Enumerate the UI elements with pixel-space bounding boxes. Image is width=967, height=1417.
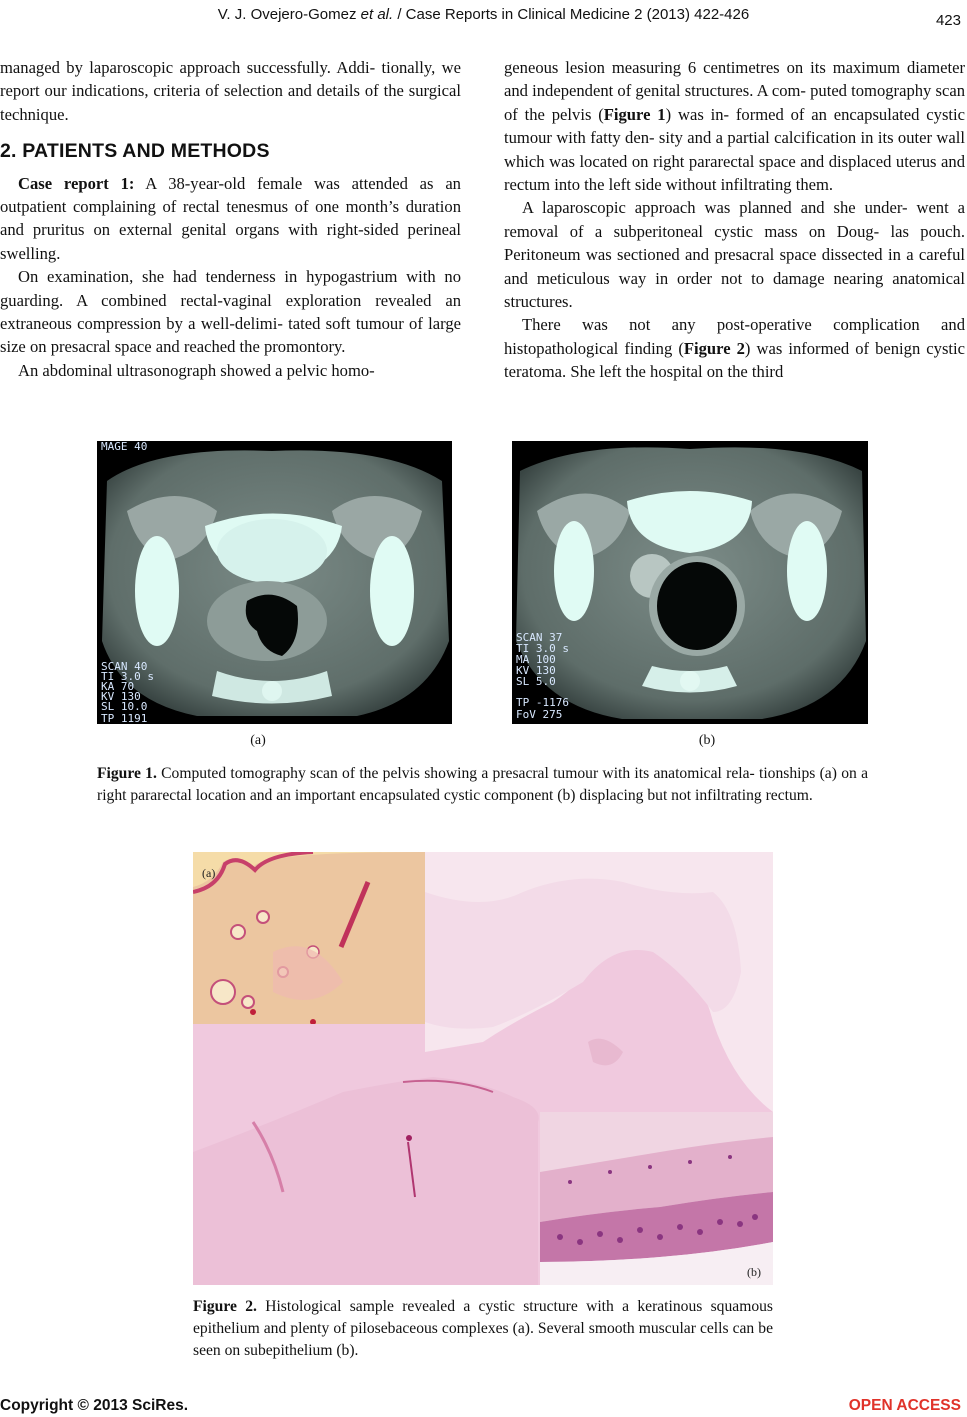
case-report-label: Case report 1: [18, 173, 135, 193]
ct-a-label-3: KA 70 [101, 680, 135, 693]
histology-image [193, 852, 773, 1285]
ct-scan-image-a [97, 441, 452, 724]
ct-a-label-1: SCAN 40 [101, 660, 148, 673]
ct-scan-image-b [512, 441, 868, 724]
ct-a-label-0: MAGE 40 [101, 441, 148, 453]
section-heading: 2. PATIENTS AND METHODS [0, 140, 270, 163]
histo-paragraph-text-a: There was not any post-operative complication and histopathological finding ( [504, 315, 965, 358]
figure1-sublabel-a: (a) [250, 733, 266, 748]
ct-a-label-5: SL 10.0 [101, 700, 148, 713]
figure1-caption-label: Figure 1. [97, 765, 157, 782]
ct-a-label-6: TP 1191 [101, 712, 148, 724]
figure1-sublabel-b: (b) [698, 733, 716, 748]
ct-b-label-6: FoV 275 [516, 708, 563, 721]
ct-paragraph-text-b: ) was in- formed of an encapsulated cystic tumour with fatty den- sity and a partial calcification in its outer wall which was located on right pararectal space and displaced uterus and rectum into the left side without infiltrating them. [504, 104, 965, 195]
left-column [0, 56, 461, 382]
ultrasound-paragraph: An abdominal ultrasonograph showed a pelvic homo- [18, 360, 375, 380]
ct-b-label-5: TP -1176 [516, 696, 569, 709]
histopathology-paragraph [504, 313, 965, 383]
ct-b-label-2: MA 100 [516, 653, 556, 666]
figure2-caption [193, 1296, 773, 1362]
histology-inset-a-label: (a) [202, 866, 216, 880]
page-footer [0, 1397, 967, 1417]
figure2-reference[interactable]: Figure 2 [683, 338, 745, 358]
ct-paragraph-text-a: geneous lesion measuring 6 centimetres on its maximum diameter and independent of genital structures. A com- puted tomography scan of the pelvis ( [504, 58, 965, 124]
header-etal: et al. [360, 6, 394, 23]
ct-a-label-2: TI 3.0 s [101, 670, 154, 683]
examination-paragraph: On examination, she had tenderness in hypogastrium with no guarding. A combined rectal-vaginal exploration revealed an extraneous compression by a well-delimi- tated soft tumour of large size on presacral space and reached the promontory. [0, 267, 461, 357]
header-journal: / Case Reports in Clinical Medicine 2 (2013) 422-426 [393, 6, 750, 23]
copyright: Copyright © 2013 SciRes. [0, 1397, 189, 1414]
ct-paragraph [504, 56, 965, 196]
histology-inset-a [193, 852, 425, 1024]
ct-b-label-3: KV 130 [516, 664, 556, 677]
intro-paragraph: managed by laparoscopic approach successfully. Addi- tionally, we report our indications, criteria of selection and details of the surgical technique. [0, 58, 461, 124]
ct-b-label-0: SCAN 37 [516, 631, 563, 644]
header-authors: V. J. Ovejero-Gomez [217, 6, 361, 23]
laparoscopy-paragraph: A laparoscopic approach was planned and she under- went a removal of a subperitoneal cystic mass on Doug- las pouch. Peritoneum was sectioned and presacral space dissected in a careful and meticulous way in order not to damage nearing anatomical structures. [504, 198, 965, 312]
running-header [0, 6, 967, 29]
running-title [0, 6, 967, 23]
histo-paragraph-text-b: ) was informed of benign cystic teratoma. She left the hospital on the third [504, 338, 965, 382]
figure1-reference[interactable]: Figure 1 [603, 104, 666, 124]
ct-b-label-4: SL 5.0 [516, 675, 556, 688]
ct-a-label-4: KV 130 [101, 690, 141, 703]
case-report-paragraph [0, 172, 461, 266]
ct-b-label-1: TI 3.0 s [516, 642, 569, 655]
histology-inset-b-label: (b) [747, 1265, 761, 1279]
figure2-caption-label: Figure 2. [193, 1298, 257, 1315]
open-access-badge[interactable]: OPEN ACCESS [848, 1397, 961, 1414]
case-report-text: A 38-year-old female was attended as an outpatient complaining of rectal tenesmus of one month’s duration and pruritus on external genital organs with right-sided perineal swelling. [0, 173, 461, 263]
figure1-caption [97, 763, 868, 807]
right-column [504, 56, 965, 384]
figure1-caption-text: Computed tomography scan of the pelvis showing a presacral tumour with its anatomical rela- tionships (a) on a right pararectal location and an important encapsulated cystic component (b) displacing but not infiltrating rectum. [97, 765, 868, 804]
figure2-caption-text: Histological sample revealed a cystic structure with a keratinous squamous epithelium and plenty of pilosebaceous complexes (a). Several smooth muscular cells can be seen on subepithelium (b). [193, 1298, 773, 1359]
page-number: 423 [935, 12, 961, 29]
histology-inset-b [540, 1112, 773, 1285]
